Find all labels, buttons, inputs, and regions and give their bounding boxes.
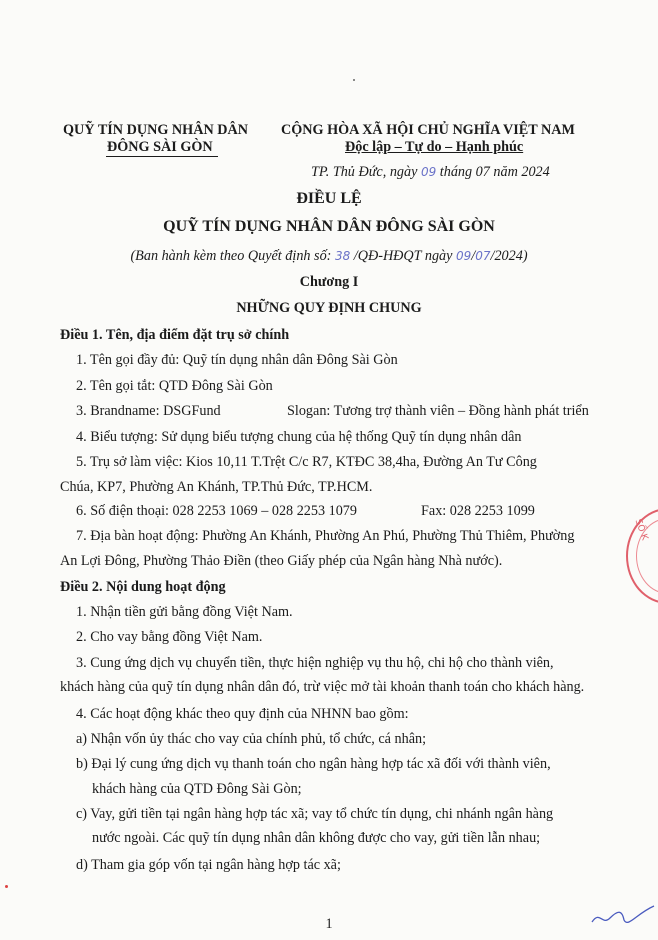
article-2-item-b-cont: khách hàng của QTD Đông Sài Gòn; bbox=[92, 781, 302, 797]
article-1-item-6: 6. Số điện thoại: 028 2253 1069 – 028 2253 1079 bbox=[76, 503, 357, 519]
article-2-item-d: d) Tham gia góp vốn tại ngân hàng hợp tác xã; bbox=[76, 857, 341, 873]
nation-motto: Độc lập – Tự do – Hạnh phúc bbox=[345, 139, 524, 155]
article-2-heading: Điều 2. Nội dung hoạt động bbox=[60, 579, 226, 595]
article-2-item-b: b) Đại lý cung ứng dịch vụ thanh toán cho ngân hàng hợp tác xã đối với thành viên, bbox=[76, 756, 551, 772]
stamp-text: SỐ K bbox=[632, 518, 650, 542]
article-2-item-2: 2. Cho vay bằng đồng Việt Nam. bbox=[76, 629, 263, 645]
article-2-item-c: c) Vay, gửi tiền tại ngân hàng hợp tác xã; vay tổ chức tín dụng, chi nhánh ngân hàng bbox=[76, 806, 554, 822]
article-1-fax: Fax: 028 2253 1099 bbox=[421, 503, 535, 519]
article-2-item-3: 3. Cung ứng dịch vụ chuyển tiền, thực hiện nghiệp vụ thu hộ, chi hộ cho thành viên, bbox=[76, 655, 554, 671]
article-2-item-3-cont: khách hàng của quỹ tín dụng nhân dân đó, trừ việc mở tài khoản thanh toán cho khách hàng. bbox=[60, 679, 585, 695]
article-1-item-4: 4. Biểu tượng: Sử dụng biểu tượng chung của hệ thống Quỹ tín dụng nhân dân bbox=[76, 429, 522, 445]
chapter-name: NHỮNG QUY ĐỊNH CHUNG bbox=[236, 300, 422, 316]
article-2-item-c-cont: nước ngoài. Các quỹ tín dụng nhân dân không được cho vay, gửi tiền lẫn nhau; bbox=[92, 830, 541, 846]
document-title: ĐIỀU LỆ bbox=[296, 190, 362, 207]
article-2-item-a: a) Nhận vốn ủy thác cho vay của chính phủ, tổ chức, cá nhân; bbox=[76, 731, 427, 747]
chapter-number: Chương I bbox=[299, 274, 359, 290]
document-subtitle: QUỸ TÍN DỤNG NHÂN DÂN ĐÔNG SÀI GÒN bbox=[163, 218, 495, 235]
red-stamp bbox=[626, 508, 658, 604]
article-1-item-7-cont: An Lợi Đông, Phường Thảo Điền (theo Giấy phép của Ngân hàng Nhà nước). bbox=[60, 553, 503, 569]
org-name-line1: QUỸ TÍN DỤNG NHÂN DÂN bbox=[63, 122, 248, 138]
article-1-heading: Điều 1. Tên, địa điểm đặt trụ sở chính bbox=[60, 327, 290, 343]
org-underline bbox=[106, 156, 218, 157]
article-1-slogan: Slogan: Tương trợ thành viên – Đồng hành phát triển bbox=[287, 403, 589, 419]
handwritten-decision-day: 09 bbox=[455, 249, 472, 263]
article-1-item-3: 3. Brandname: DSGFund bbox=[76, 403, 221, 419]
article-1-item-7: 7. Địa bàn hoạt động: Phường An Khánh, Phường An Phú, Phường Thủ Thiêm, Phường bbox=[76, 528, 575, 544]
page-number: 1 bbox=[325, 916, 333, 932]
article-1-item-5: 5. Trụ sở làm việc: Kios 10,11 T.Trệt C/c R7, KTĐC 38,4ha, Đường An Tư Công bbox=[76, 454, 537, 470]
org-name-line2: ĐÔNG SÀI GÒN bbox=[107, 139, 213, 155]
issue-date: TP. Thủ Đức, ngày 09 tháng 07 năm 2024 bbox=[311, 164, 550, 180]
article-1-item-5-cont: Chúa, KP7, Phường An Khánh, TP.Thủ Đức, TP.HCM. bbox=[60, 479, 373, 495]
article-2-item-4: 4. Các hoạt động khác theo quy định của NHNN bao gồm: bbox=[76, 706, 409, 722]
nation-title: CỘNG HÒA XÃ HỘI CHỦ NGHĨA VIỆT NAM bbox=[281, 122, 575, 138]
article-1-item-1: 1. Tên gọi đầy đủ: Quỹ tín dụng nhân dân Đông Sài Gòn bbox=[76, 352, 398, 368]
handwritten-decision-no: 38 bbox=[334, 249, 351, 263]
handwritten-day: 09 bbox=[420, 165, 437, 179]
signature-initial bbox=[588, 896, 658, 936]
handwritten-decision-month: 07 bbox=[475, 249, 491, 263]
decision-reference: (Ban hành kèm theo Quyết định số: 38 /QĐ-HĐQT ngày 09/07/2024) bbox=[130, 248, 528, 264]
red-dot-mark bbox=[5, 885, 8, 888]
scan-speck bbox=[353, 79, 355, 81]
article-1-item-2: 2. Tên gọi tắt: QTD Đông Sài Gòn bbox=[76, 378, 273, 394]
article-2-item-1: 1. Nhận tiền gửi bằng đồng Việt Nam. bbox=[76, 604, 293, 620]
